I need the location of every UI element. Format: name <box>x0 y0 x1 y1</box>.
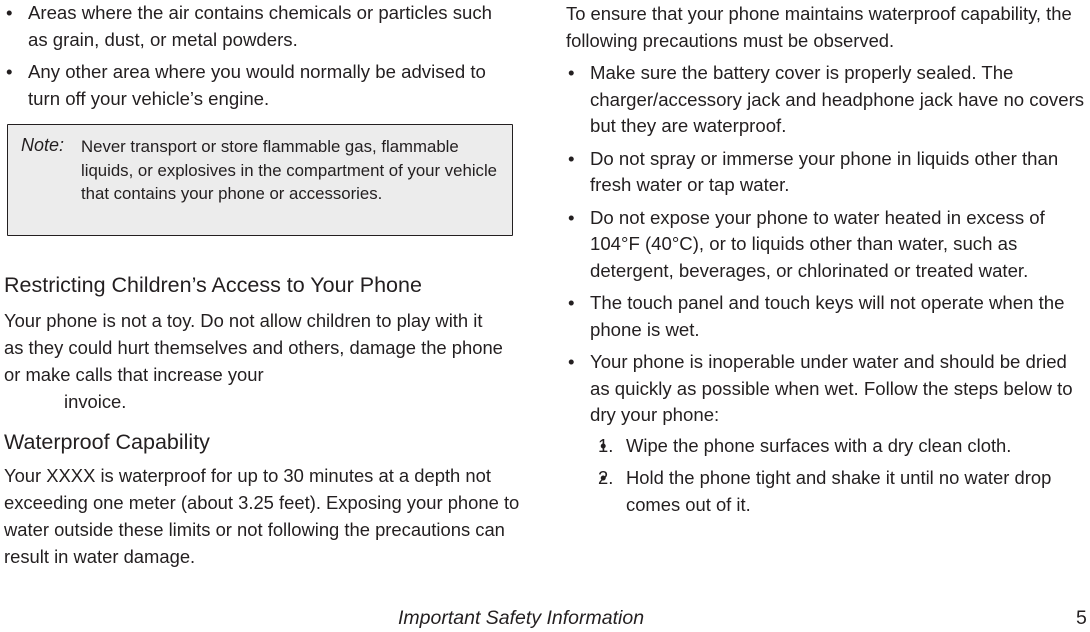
children-paragraph <box>4 307 504 415</box>
list-item: • Do not spray or immerse your phone in liquids other than fresh water or tap water. <box>566 146 1090 199</box>
list-item <box>566 349 1090 518</box>
list-item: • The touch panel and touch keys will not operate when the phone is wet. <box>566 290 1090 343</box>
list-item: • Areas where the air contains chemicals or particles such as grain, dust, or metal powders. <box>4 0 514 53</box>
step-item <box>598 465 1090 518</box>
children-text-end: invoice. <box>64 391 127 412</box>
note-text: Never transport or store flammable gas, flammable liquids, or explosives in the compartment of your vehicle that contains your phone or accessories. <box>81 137 497 204</box>
step-text: Hold the phone tight and shake it until no water drop comes out of it. <box>626 467 1052 515</box>
drying-steps <box>598 433 1090 519</box>
list-item: • Make sure the battery cover is properly sealed. The charger/accessory jack and headphone jack have no covers but they are waterproof. <box>566 60 1090 140</box>
children-text-main: Your phone is not a toy. Do not allow children to play with it as they could hurt themselves and others, damage the phone or make calls that increase your <box>4 310 503 385</box>
children-heading: Restricting Children’s Access to Your Phone <box>4 273 422 297</box>
note-label: Note: <box>21 135 65 155</box>
footer-title: Important Safety Information <box>398 607 645 629</box>
list-item: • Do not expose your phone to water heated in excess of 104°F (40°C), or to liquids other than water, such as detergent, beverages, or chlorinated or treated water. <box>566 205 1090 285</box>
precautions-list <box>566 60 1090 518</box>
step-item <box>598 433 1090 460</box>
note-box <box>7 124 513 236</box>
left-bullet-list <box>4 0 514 118</box>
waterproof-intro: To ensure that your phone maintains waterproof capability, the following precautions must be observed. <box>566 3 1072 51</box>
step-number: • 1. <box>598 434 614 456</box>
page-number: 5 <box>1076 607 1087 629</box>
step-text: Wipe the phone surfaces with a dry clean cloth. <box>626 434 1012 456</box>
step-number: • 2. <box>598 467 614 488</box>
waterproof-heading: Waterproof Capability <box>4 430 210 454</box>
waterproof-paragraph: Your XXXX is waterproof for up to 30 minutes at a depth not exceeding one meter (about 3.25 feet). Exposing your phone to water outside these limits or not following the precautions can result in water damage. <box>4 465 520 567</box>
list-item: • Any other area where you would normally be advised to turn off your vehicle’s engine. <box>4 59 514 112</box>
right-column <box>566 0 1086 524</box>
list-item-text: Your phone is inoperable under water and should be dried as quickly as possible when wet. Follow the steps below to dry your phone: <box>590 351 1073 425</box>
